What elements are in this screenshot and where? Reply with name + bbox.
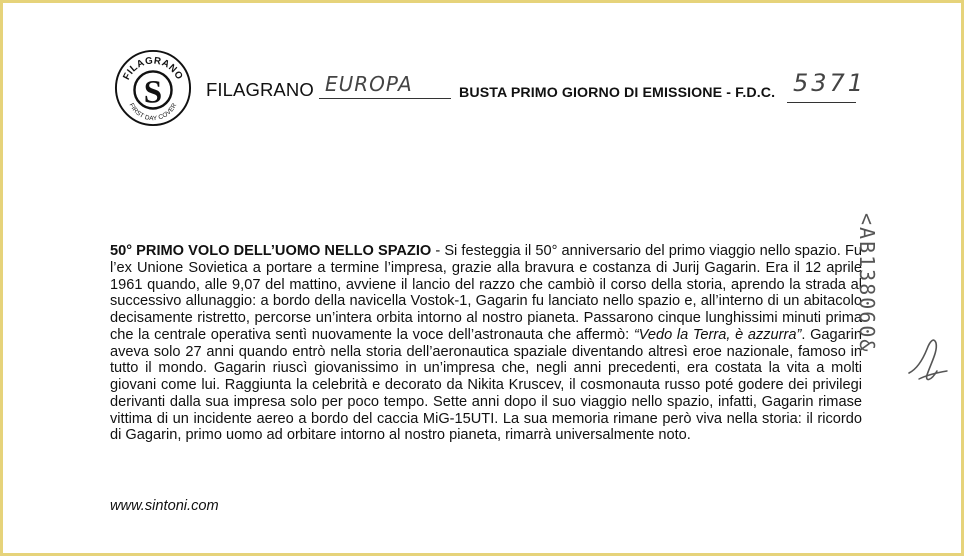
- brand-label: FILAGRANO: [206, 79, 314, 100]
- series-handwritten: EUROPA: [325, 72, 413, 96]
- article-quote: “Vedo la Terra, è azzurra”: [633, 326, 802, 343]
- article-text-2: . Gagarin aveva solo 27 anni quando entrò nella storia dell’aeronautica spaziale diventando altresì eroe nazionale, famoso in tutto il mondo. Gagarin riuscì giovanissimo in un’impresa che, negli anni precedenti, era costata la vita a molti giovani come lui. Raggiunta la celebrità e decorato da Nikita Kruscev, il cosmonauta russo poté godere dei privilegi derivanti dalla sua impresa solo per poco tempo. Sette anni dopo il suo viaggio nello spazio, infatti, Gagarin rimase vittima di un incidente aereo a bordo del caccia MiG-15UTI. La sua memoria rimane però viva nella storia: il ricordo di Gagarin, primo uomo ad orbitare intorno al nostro pianeta, rimarrà universalmente noto.: [110, 326, 862, 444]
- logo-top-text: FILAGRANO: [121, 55, 185, 82]
- article-text-1: Si festeggia il 50° anniversario del primo viaggio nello spazio. Fu l’ex Unione Sovietica a portare a termine l’impresa, grazie alla bravura e costanza di Jurij Gagarin. Era il 12 aprile 1961 quando, alle 9,07 del mattino, avviene il lancio del razzo che cambiò il corso della storia, aprendo la strada al successivo allunaggio: a bordo della navicella Vostok-1, Gagarin fu lanciato nello spazio e, all’interno di un abitacolo decisamente ristretto, percorse un’intera orbita intorno al nostro pianeta. Passarono cinque lunghissimi minuti prima che la centrale operativa sentì nuovamente la voce dell’astronauta che affermò:: [110, 243, 862, 343]
- logo-letter: S: [143, 73, 163, 111]
- signature-mark: [903, 329, 953, 389]
- number-field-line: [787, 102, 856, 103]
- heading-separator: -: [431, 243, 445, 259]
- envelope-title: BUSTA PRIMO GIORNO DI EMISSIONE - F.D.C.: [459, 85, 776, 101]
- article-heading: 50° PRIMO VOLO DELL’UOMO NELLO SPAZIO: [110, 243, 432, 259]
- number-handwritten: 5371: [793, 69, 867, 97]
- side-handwritten-code: <AB138060&: [855, 213, 879, 354]
- website-link: www.sintoni.com: [110, 498, 219, 514]
- filagrano-logo: [114, 49, 192, 127]
- logo-bottom-text: FIRST DAY COVER: [127, 102, 179, 123]
- article-body: [110, 243, 862, 444]
- series-field-line: [319, 98, 451, 99]
